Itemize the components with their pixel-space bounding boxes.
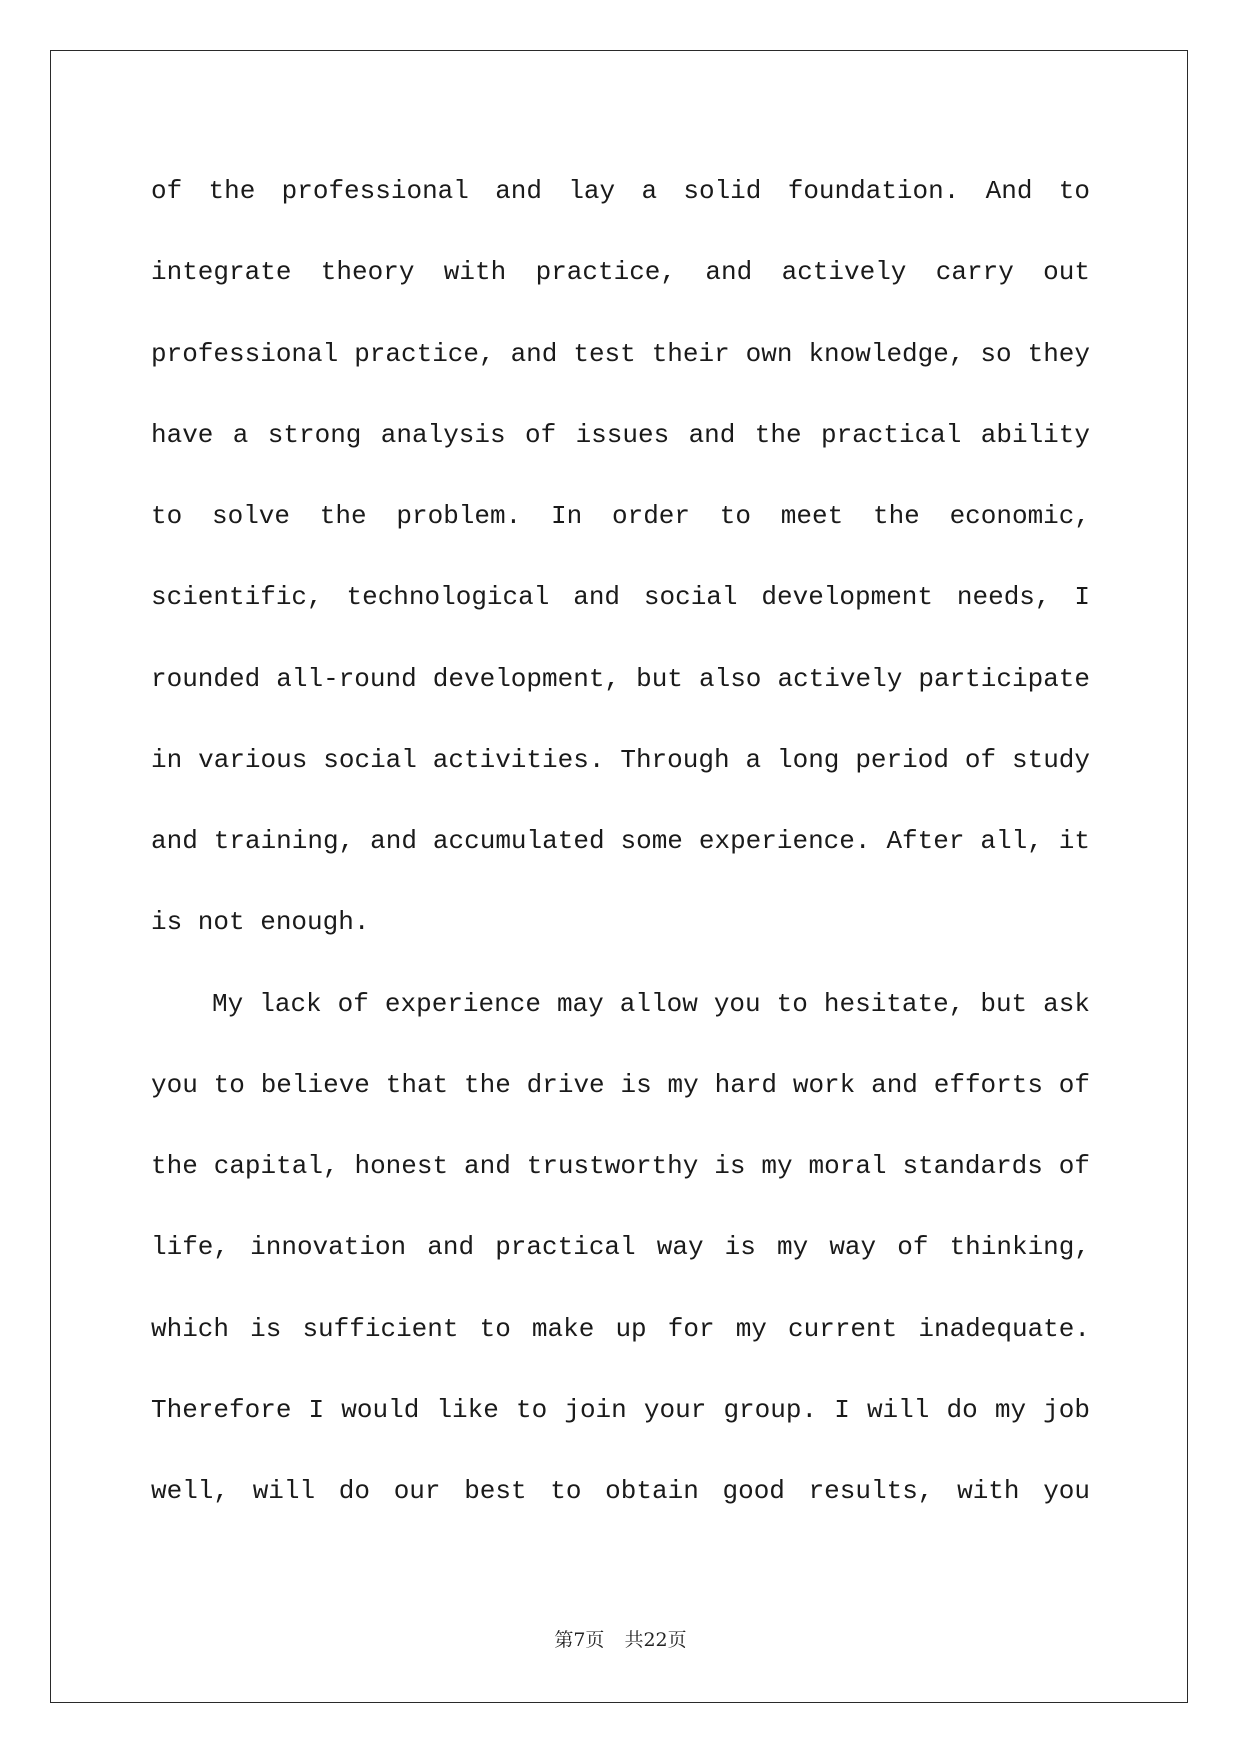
text-line: to solve the problem. In order to meet the economic,: [151, 501, 1090, 531]
page-number-footer: 第7页 共22页: [554, 1629, 687, 1651]
text-line: rounded all-round development, but also actively participate: [151, 663, 1090, 694]
text-line: professional practice, and test their own knowledge, so they: [151, 338, 1090, 369]
text-line: is not enough.: [151, 907, 370, 938]
text-line: and training, and accumulated some experience. After all, it: [151, 826, 1090, 856]
text-line: which is sufficient to make up for my current inadequate.: [151, 1313, 1090, 1344]
text-line: My lack of experience may allow you to hesitate, but ask: [212, 988, 1090, 1019]
text-line: in various social activities. Through a long period of study: [151, 744, 1090, 775]
text-line: life, innovation and practical way is my way of thinking,: [151, 1232, 1090, 1263]
text-line: well, will do our best to obtain good results, with you: [151, 1476, 1090, 1506]
text-line: have a strong analysis of issues and the practical ability: [151, 419, 1090, 450]
text-line: Therefore I would like to join your group. I will do my job: [151, 1394, 1090, 1425]
paragraph: [151, 964, 1090, 1533]
text-line: integrate theory with practice, and actively carry out: [151, 257, 1090, 288]
text-line: the capital, honest and trustworthy is my moral standards of: [151, 1151, 1090, 1181]
text-line: scientific, technological and social development needs, I: [151, 582, 1090, 613]
text-line: of the professional and lay a solid foundation. And to: [151, 176, 1090, 206]
text-line: you to believe that the drive is my hard work and efforts of: [151, 1069, 1090, 1100]
document-body: [151, 151, 1090, 1532]
paragraph: [151, 151, 1090, 964]
